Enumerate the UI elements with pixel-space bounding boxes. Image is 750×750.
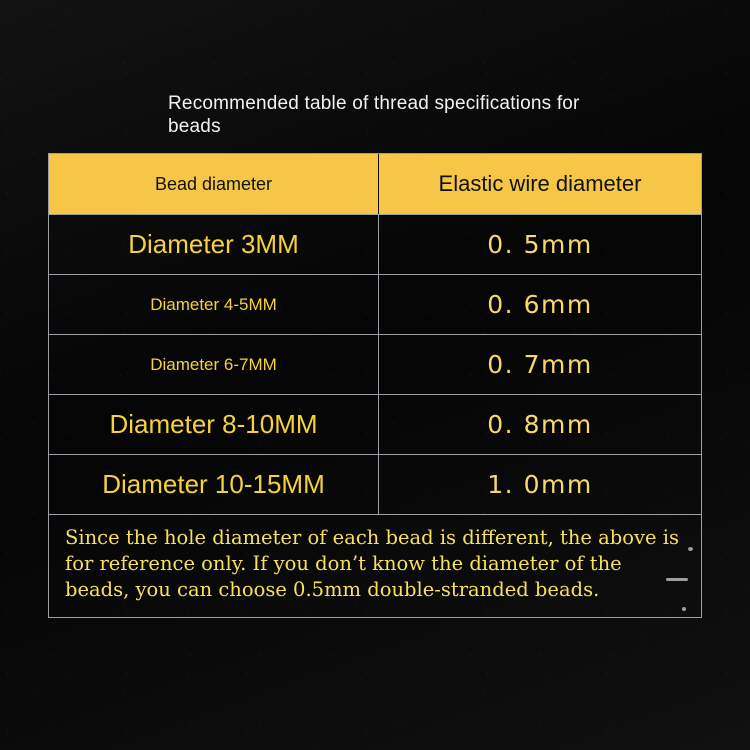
cell-wire-diameter: 0. 6mm [487,290,593,319]
table-row [49,335,701,395]
table-row [49,455,701,515]
cell-bead-diameter: Diameter 10-15MM [49,455,379,514]
table-note: Since the hole diameter of each bead is different, the above is for reference only. If you don’t know the diameter of the beads, you can choose 0.5mm double-stranded beads. [65,526,680,601]
table-row [49,275,701,335]
cell-wire-diameter: 0. 5mm [487,230,593,259]
cell-bead-diameter: Diameter 4-5MM [49,275,379,334]
header-bead-diameter: Bead diameter [49,154,379,214]
cell-wire-diameter: 0. 8mm [487,410,593,439]
table-note-row [49,515,701,617]
table-row [49,395,701,455]
table-row [49,215,701,275]
cell-bead-diameter: Diameter 8-10MM [49,395,379,454]
cell-bead-diameter: Diameter 3MM [49,215,379,274]
spec-table [48,153,702,618]
table-header-row [49,154,701,215]
cell-wire-diameter: 0. 7mm [487,350,593,379]
cell-bead-diameter: Diameter 6-7MM [49,335,379,394]
header-wire-diameter: Elastic wire diameter [438,171,642,196]
cell-wire-diameter: 1. 0mm [487,470,593,499]
page-title: Recommended table of thread specifications for beads [168,93,580,138]
